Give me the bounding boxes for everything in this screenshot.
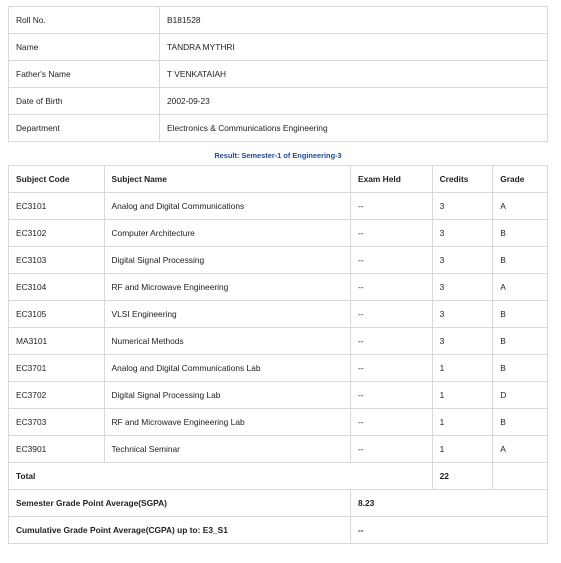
info-value: T VENKATAIAH — [160, 61, 548, 88]
exam-held-cell: -- — [351, 193, 433, 220]
table-row — [9, 274, 548, 301]
subject-name-cell: Digital Signal Processing Lab — [104, 382, 351, 409]
subject-name-cell: RF and Microwave Engineering Lab — [104, 409, 351, 436]
info-row — [9, 115, 548, 142]
table-row — [9, 382, 548, 409]
credits-cell: 3 — [432, 247, 493, 274]
cgpa-label: Cumulative Grade Point Average(CGPA) up to: E3_S1 — [9, 517, 351, 544]
grade-cell: B — [493, 355, 548, 382]
cgpa-row — [9, 517, 548, 544]
table-row — [9, 220, 548, 247]
credits-cell: 1 — [432, 382, 493, 409]
grade-cell: B — [493, 409, 548, 436]
info-row — [9, 7, 548, 34]
subject-name-cell: Digital Signal Processing — [104, 247, 351, 274]
credits-cell: 3 — [432, 193, 493, 220]
exam-held-cell: -- — [351, 274, 433, 301]
subject-code-cell: EC3103 — [9, 247, 105, 274]
info-label: Department — [9, 115, 160, 142]
subject-code-cell: EC3102 — [9, 220, 105, 247]
credits-cell: 3 — [432, 274, 493, 301]
subject-code-cell: EC3701 — [9, 355, 105, 382]
info-label: Name — [9, 34, 160, 61]
total-label: Total — [9, 463, 433, 490]
grade-cell: B — [493, 247, 548, 274]
total-grade-empty — [493, 463, 548, 490]
subject-name-cell: Analog and Digital Communications Lab — [104, 355, 351, 382]
info-value: Electronics & Communications Engineering — [160, 115, 548, 142]
exam-held-cell: -- — [351, 409, 433, 436]
credits-cell: 1 — [432, 436, 493, 463]
info-label: Roll No. — [9, 7, 160, 34]
total-credits: 22 — [432, 463, 493, 490]
exam-held-cell: -- — [351, 328, 433, 355]
col-header-grade: Grade — [493, 166, 548, 193]
credits-cell: 1 — [432, 409, 493, 436]
table-row — [9, 436, 548, 463]
grade-cell: A — [493, 274, 548, 301]
sgpa-value: 8.23 — [351, 490, 548, 517]
table-row — [9, 301, 548, 328]
subject-name-cell: Numerical Methods — [104, 328, 351, 355]
subject-code-cell: EC3702 — [9, 382, 105, 409]
result-heading: Result: Semester-1 of Engineering-3 — [214, 151, 342, 160]
grades-table — [8, 165, 548, 544]
cgpa-value: -- — [351, 517, 548, 544]
subject-code-cell: EC3101 — [9, 193, 105, 220]
exam-held-cell: -- — [351, 247, 433, 274]
grade-cell: A — [493, 193, 548, 220]
exam-held-cell: -- — [351, 301, 433, 328]
subject-name-cell: VLSI Engineering — [104, 301, 351, 328]
info-value: TANDRA MYTHRI — [160, 34, 548, 61]
student-info-table — [8, 6, 548, 142]
grade-cell: A — [493, 436, 548, 463]
sgpa-label: Semester Grade Point Average(SGPA) — [9, 490, 351, 517]
info-row — [9, 88, 548, 115]
table-row — [9, 328, 548, 355]
table-row — [9, 355, 548, 382]
grade-cell: B — [493, 220, 548, 247]
table-row — [9, 247, 548, 274]
subject-code-cell: EC3703 — [9, 409, 105, 436]
info-value: B181528 — [160, 7, 548, 34]
grades-body — [9, 193, 548, 463]
subject-name-cell: Analog and Digital Communications — [104, 193, 351, 220]
subject-name-cell: RF and Microwave Engineering — [104, 274, 351, 301]
credits-cell: 1 — [432, 355, 493, 382]
exam-held-cell: -- — [351, 355, 433, 382]
student-info-body — [9, 7, 548, 142]
col-header-credits: Credits — [432, 166, 493, 193]
col-header-subject-code: Subject Code — [9, 166, 105, 193]
grade-cell: B — [493, 301, 548, 328]
sgpa-row — [9, 490, 548, 517]
subject-code-cell: EC3104 — [9, 274, 105, 301]
exam-held-cell: -- — [351, 436, 433, 463]
col-header-subject-name: Subject Name — [104, 166, 351, 193]
subject-code-cell: EC3901 — [9, 436, 105, 463]
credits-cell: 3 — [432, 301, 493, 328]
exam-held-cell: -- — [351, 220, 433, 247]
info-label: Date of Birth — [9, 88, 160, 115]
info-row — [9, 61, 548, 88]
subject-code-cell: EC3105 — [9, 301, 105, 328]
info-value: 2002-09-23 — [160, 88, 548, 115]
credits-cell: 3 — [432, 328, 493, 355]
subject-name-cell: Technical Seminar — [104, 436, 351, 463]
subject-code-cell: MA3101 — [9, 328, 105, 355]
col-header-exam-held: Exam Held — [351, 166, 433, 193]
credits-cell: 3 — [432, 220, 493, 247]
total-row — [9, 463, 548, 490]
info-label: Father's Name — [9, 61, 160, 88]
subject-name-cell: Computer Architecture — [104, 220, 351, 247]
info-row — [9, 34, 548, 61]
grade-cell: B — [493, 328, 548, 355]
table-row — [9, 409, 548, 436]
exam-held-cell: -- — [351, 382, 433, 409]
grades-header-row — [9, 166, 548, 193]
grade-cell: D — [493, 382, 548, 409]
table-row — [9, 193, 548, 220]
